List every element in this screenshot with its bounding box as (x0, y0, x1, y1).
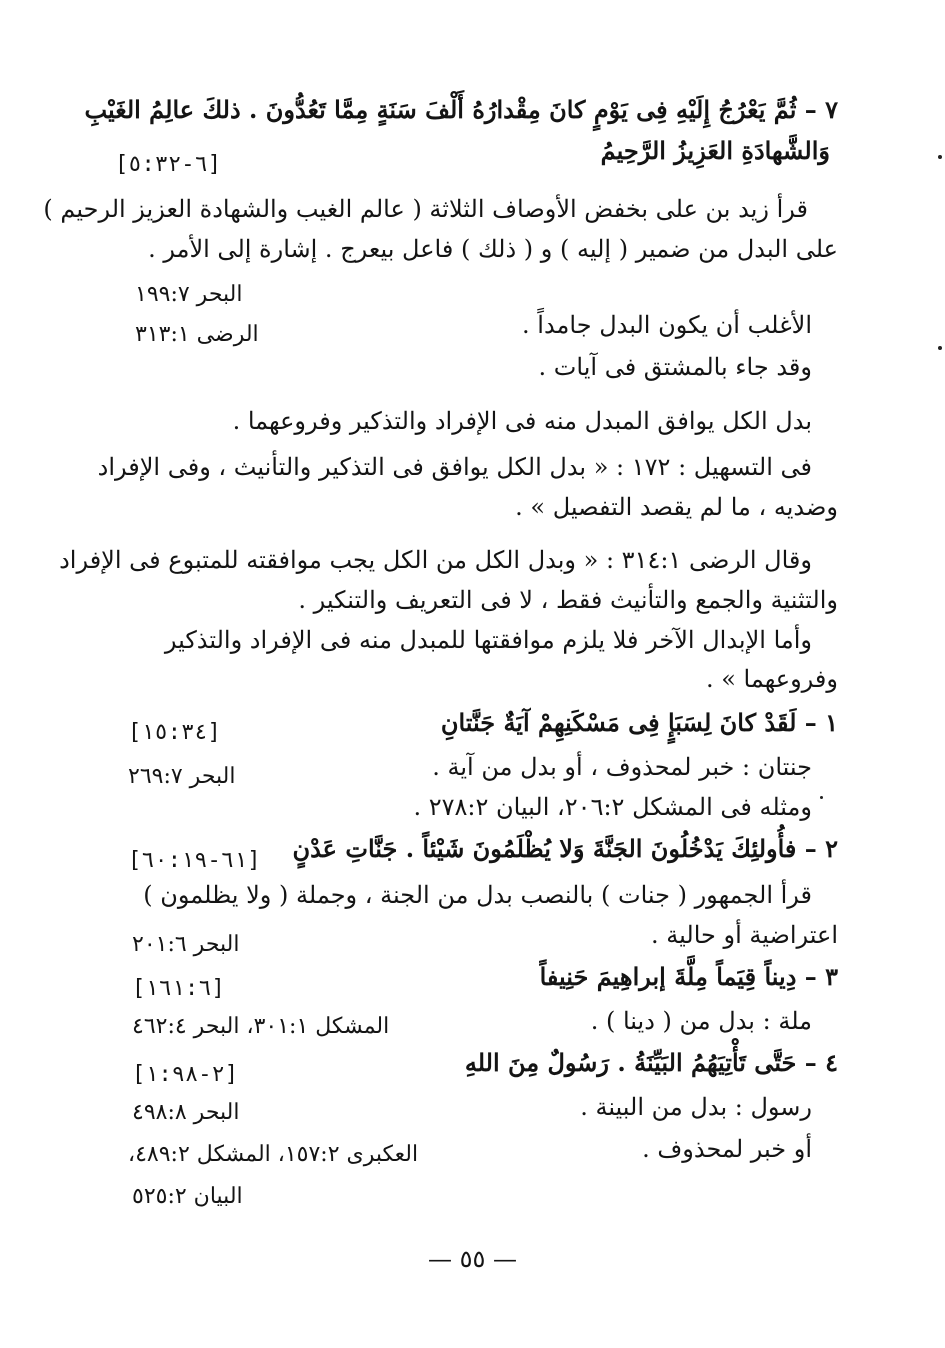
source-ref: المشكل ٣٠١:١، البحر ٤٦٢:٤ (132, 1014, 390, 1039)
source-ref: البحر ١٩٩:٧ (135, 282, 243, 307)
commentary-line: وأما الإبدال الآخر فلا يلزم موافقتها للمبدل منه فى الإفراد والتذكير (164, 626, 812, 654)
commentary-line: فى التسهيل : ١٧٢ : « بدل الكل يوافق فى التذكير والتأنيث ، وفى الإفراد (97, 453, 812, 481)
rule-heading: بدل الكل يوافق المبدل منه فى الإفراد والتذكير وفروعهما . (232, 407, 812, 435)
commentary-line: قرأ زيد بن على بخفض الأوصاف الثلاثة ( عالم الغيب والشهادة العزيز الرحيم ) (43, 195, 808, 223)
commentary-line: قرأ الجمهور ( جنات ) بالنصب بدل من الجنة ، وجملة ( ولا يظلمون ) (143, 881, 812, 909)
verse-ref-4: [١٦١:٦] (132, 976, 225, 1001)
source-ref: البيان ٥٢٥:٢ (132, 1184, 243, 1209)
source-ref: العكبرى ١٥٧:٢، المشكل ٤٨٩:٢، (128, 1142, 419, 1167)
commentary-line: رسول : بدل من البينة . (580, 1093, 812, 1121)
verse-7: ٧ – ثُمَّ يَعْرُجُ إِلَيْهِ فِى يَوْمٍ كانَ مِقْدارُهُ أَلْفَ سَنَةٍ مِمَّا تَعُدُّونَ . ذلكَ عالِمُ الغَيْبِ (84, 95, 838, 124)
commentary-line: أو خبر لمحذوف . (642, 1135, 812, 1163)
example-2-verse: ٢ – فأُولئِكَ يَدْخُلُونَ الجَنَّةَ وَلا يُظْلَمُونَ شَيْئاً . جَنَّاتِ عَدْنٍ (292, 834, 838, 863)
commentary-line: وقد جاء بالمشتق فى آيات . (538, 353, 812, 381)
example-3-verse: ٣ – دِيناً قِيَماً مِلَّةَ إبراهِيمَ حَنِيفاً (539, 962, 838, 991)
verse-ref-3: [٦١-٦٠:١٩] (128, 848, 261, 873)
margin-mark (938, 155, 942, 159)
margin-mark (820, 796, 823, 799)
commentary-line: جنتان : خبر لمحذوف ، أو بدل من آية . (432, 753, 812, 781)
commentary-line: على البدل من ضمير ( إليه ) و ( ذلك ) فاعل بيعرج . إشارة إلى الأمر . (148, 235, 838, 263)
margin-mark (938, 346, 942, 350)
commentary-line: وفروعهما » . (705, 665, 838, 693)
verse-ref-5: [٢-١:٩٨] (132, 1062, 238, 1087)
source-ref: الرضى ٣١٣:١ (135, 322, 259, 347)
verse-ref-1: [٦-٥:٣٢] (115, 152, 221, 177)
commentary-line: وقال الرضى ٣١٤:١ : « وبدل الكل من الكل يجب موافقته للمتبوع فى الإفراد (59, 546, 812, 574)
commentary-line: اعتراضية أو حالية . (651, 921, 838, 949)
commentary-line: وضديه ، ما لم يقصد التفصيل » . (515, 493, 838, 521)
page-number: — ٥٥ — (427, 1245, 518, 1273)
commentary-line: الأغلب أن يكون البدل جامداً . (522, 311, 812, 339)
example-1-verse: ١ – لَقَدْ كانَ لِسَبَإٍ فِى مَسْكَنِهِمْ آيَةٌ جَنَّتانِ (440, 708, 838, 737)
verse-7-continued: وَالشَّهادَةِ العَزِيزُ الرَّحِيمُ (600, 136, 830, 165)
source-ref: البحر ٤٩٨:٨ (132, 1100, 240, 1125)
example-4-verse: ٤ – حَتَّى تَأْتِيَهُمُ البَيِّنَةُ . رَسُولٌ مِنَ اللهِ (464, 1048, 838, 1077)
commentary-line: والتثنية والجمع والتأنيث فقط ، لا فى التعريف والتنكير . (298, 586, 838, 614)
source-ref: البحر ٢٠١:٦ (132, 932, 240, 957)
commentary-line: ومثله فى المشكل ٢٠٦:٢، البيان ٢٧٨:٢ . (413, 793, 812, 821)
source-ref: البحر ٢٦٩:٧ (128, 764, 236, 789)
verse-ref-2: [١٥:٣٤] (128, 720, 221, 745)
commentary-line: ملة : بدل من ( دينا ) . (590, 1007, 812, 1035)
